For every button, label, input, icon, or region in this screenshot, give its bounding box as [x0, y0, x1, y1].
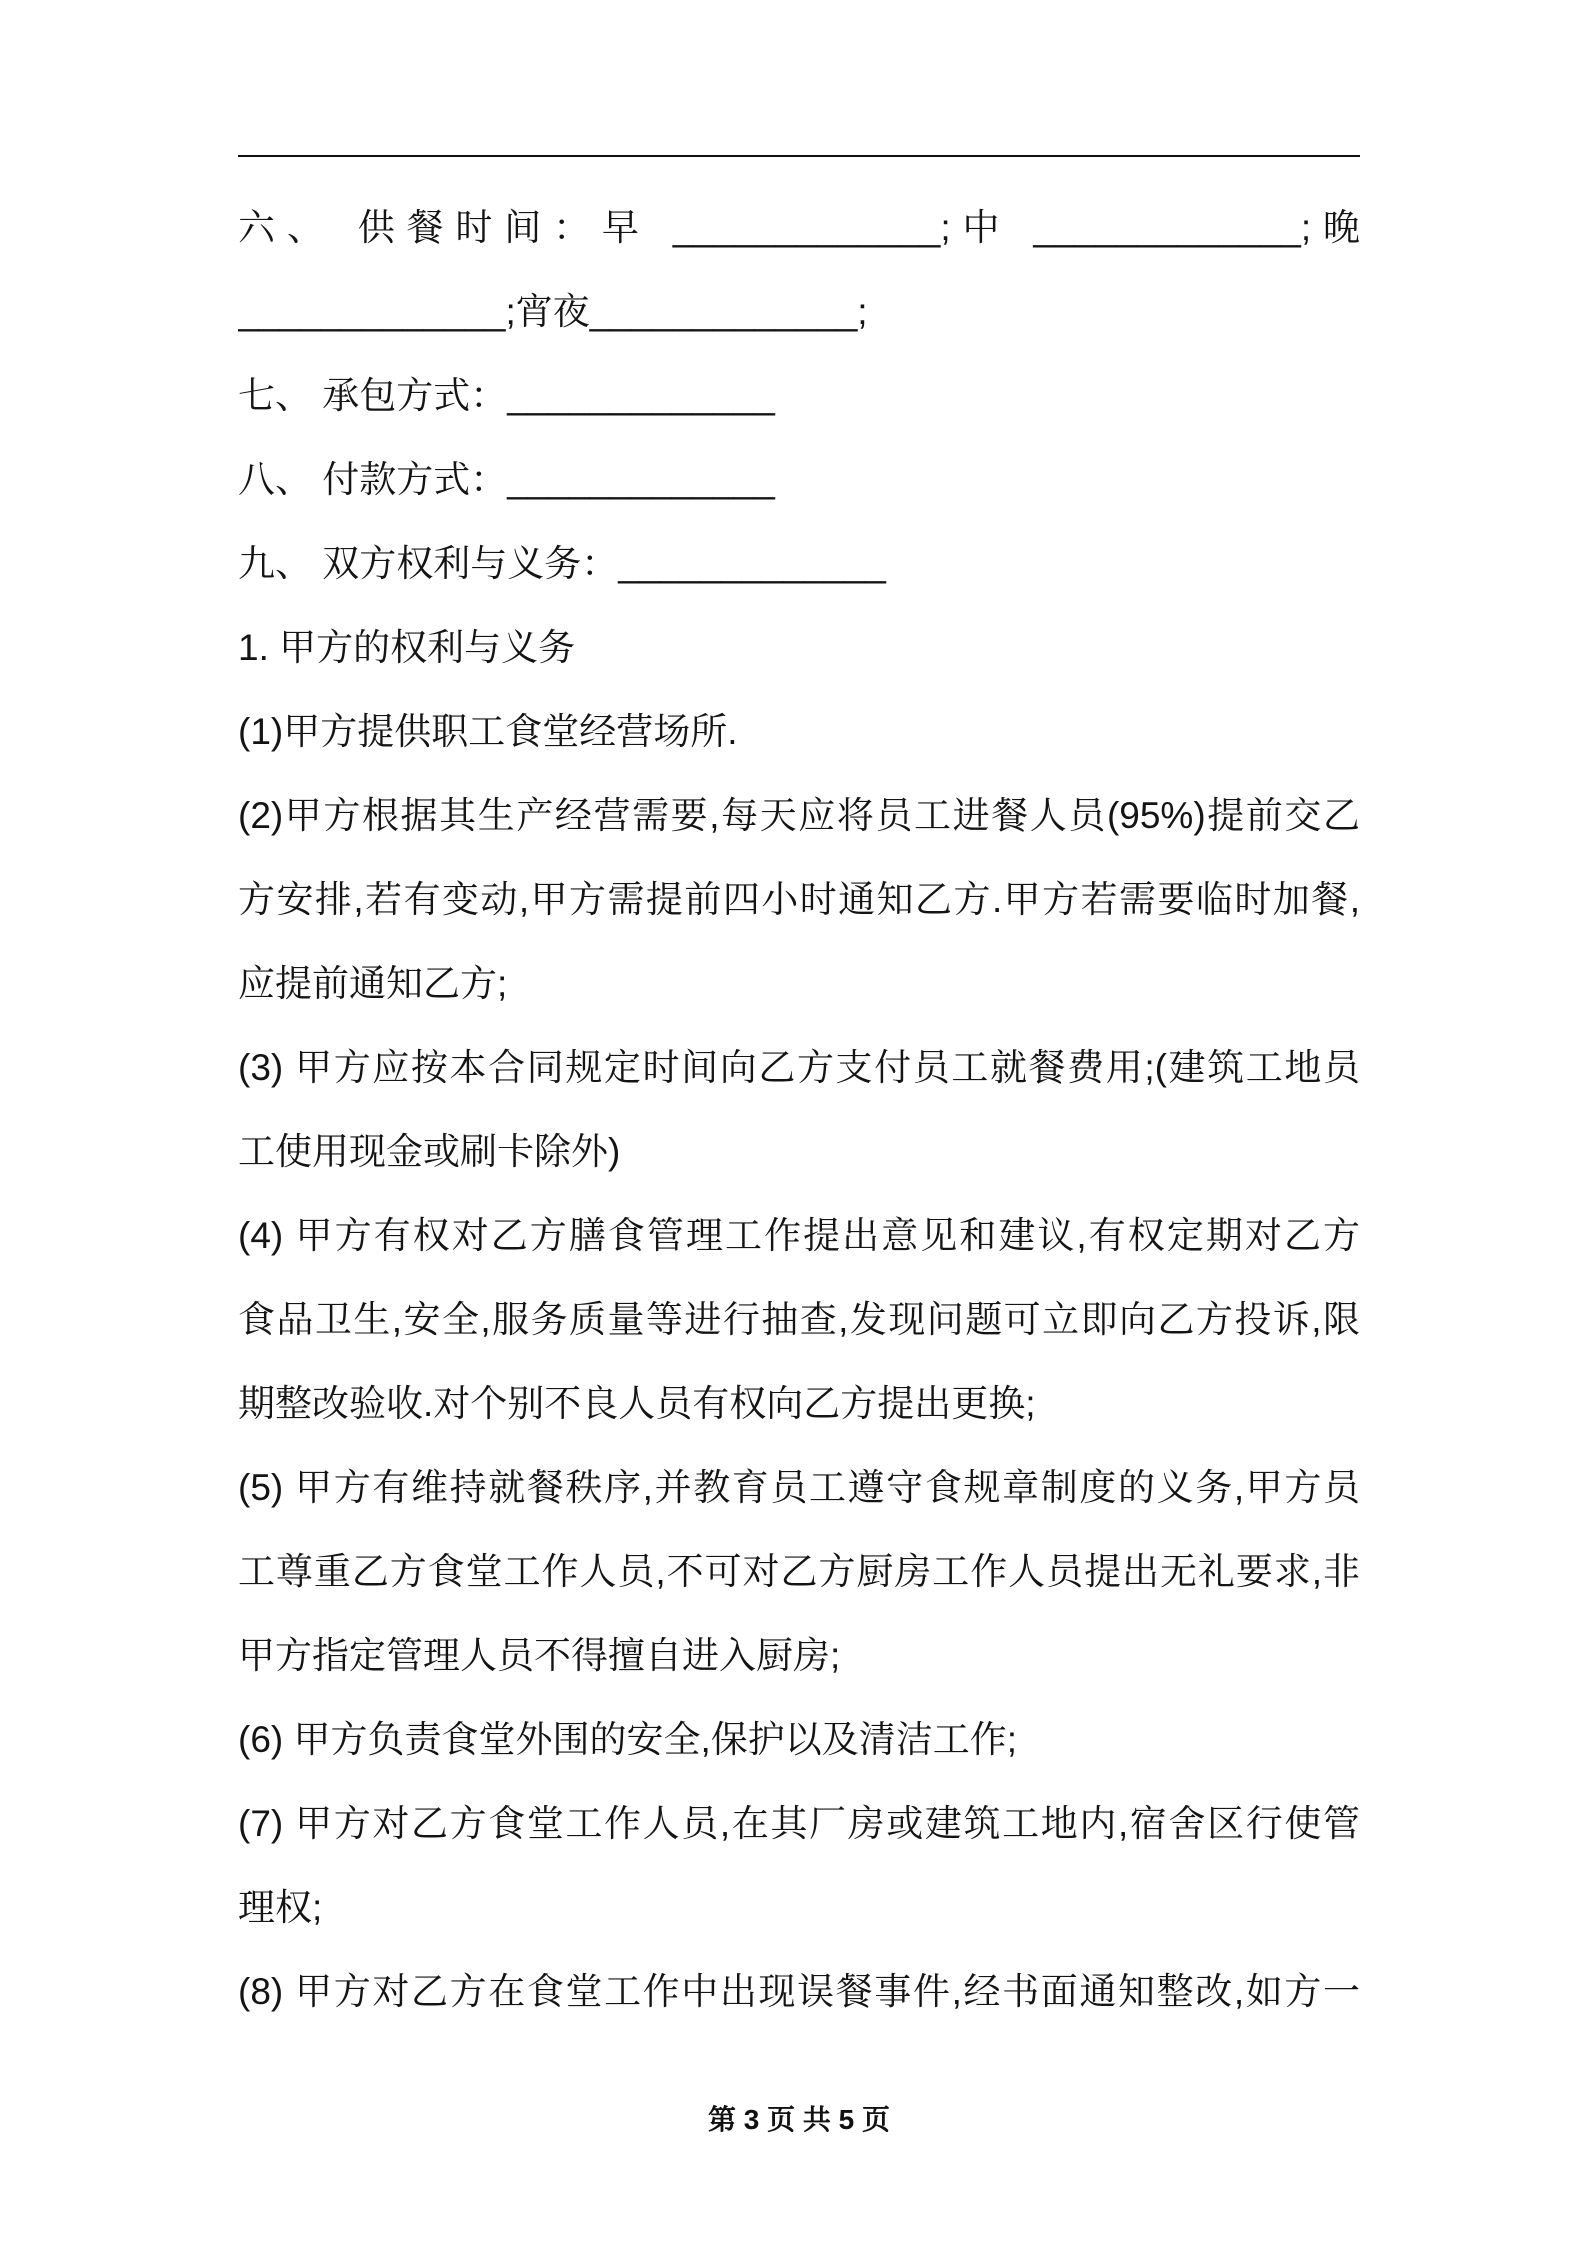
- paragraph: [238, 354, 1360, 438]
- text-line: 六、 供餐时间：早 _____________;中 _____________;晚: [238, 207, 1360, 248]
- paragraph: [238, 1446, 1360, 1698]
- text-line: 工尊重乙方食堂工作人员,不可对乙方厨房工作人员提出无礼要求,非: [238, 1551, 1360, 1592]
- text-line: 八、 付款方式：_____________: [238, 459, 775, 500]
- page-number: 第 3 页 共 5 页: [707, 2104, 891, 2135]
- text-line: 理权;: [238, 1887, 323, 1928]
- text-line: 食品卫生,安全,服务质量等进行抽查,发现问题可立即向乙方投诉,限: [238, 1299, 1360, 1340]
- text-line: 1. 甲方的权利与义务: [238, 627, 576, 668]
- text-line: (6) 甲方负责食堂外围的安全,保护以及清洁工作;: [238, 1719, 1018, 1760]
- header-rule: [238, 155, 1360, 157]
- text-line: (2)甲方根据其生产经营需要,每天应将员工进餐人员(95%)提前交乙: [238, 795, 1360, 836]
- text-line: (7) 甲方对乙方食堂工作人员,在其厂房或建筑工地内,宿舍区行使管: [238, 1803, 1360, 1844]
- document-body: [238, 186, 1360, 2034]
- text-line: (4) 甲方有权对乙方膳食管理工作提出意见和建议,有权定期对乙方: [238, 1215, 1360, 1256]
- text-line: (8) 甲方对乙方在食堂工作中出现误餐事件,经书面通知整改,如方一: [238, 1971, 1360, 2012]
- paragraph: [238, 1950, 1360, 2034]
- paragraph: [238, 1026, 1360, 1194]
- text-line: _____________;宵夜_____________;: [238, 291, 868, 332]
- text-line: 工使用现金或刷卡除外): [238, 1131, 621, 1172]
- text-line: 期整改验收.对个别不良人员有权向乙方提出更换;: [238, 1383, 1036, 1424]
- text-line: 七、 承包方式：_____________: [238, 375, 775, 416]
- paragraph: [238, 438, 1360, 522]
- text-line: 甲方指定管理人员不得擅自进入厨房;: [238, 1635, 841, 1676]
- paragraph: [238, 1194, 1360, 1446]
- paragraph: [238, 690, 1360, 774]
- text-line: (5) 甲方有维持就餐秩序,并教育员工遵守食规章制度的义务,甲方员: [238, 1467, 1360, 1508]
- text-line: 九、 双方权利与义务：_____________: [238, 543, 886, 584]
- text-line: 方安排,若有变动,甲方需提前四小时通知乙方.甲方若需要临时加餐,: [238, 879, 1360, 920]
- paragraph: [238, 1698, 1360, 1782]
- paragraph: [238, 522, 1360, 606]
- text-line: (1)甲方提供职工食堂经营场所.: [238, 711, 738, 752]
- paragraph: [238, 606, 1360, 690]
- text-line: 应提前通知乙方;: [238, 963, 508, 1004]
- text-line: (3) 甲方应按本合同规定时间向乙方支付员工就餐费用;(建筑工地员: [238, 1047, 1360, 1088]
- paragraph: [238, 774, 1360, 1026]
- paragraph: [238, 1782, 1360, 1950]
- paragraph: [238, 186, 1360, 354]
